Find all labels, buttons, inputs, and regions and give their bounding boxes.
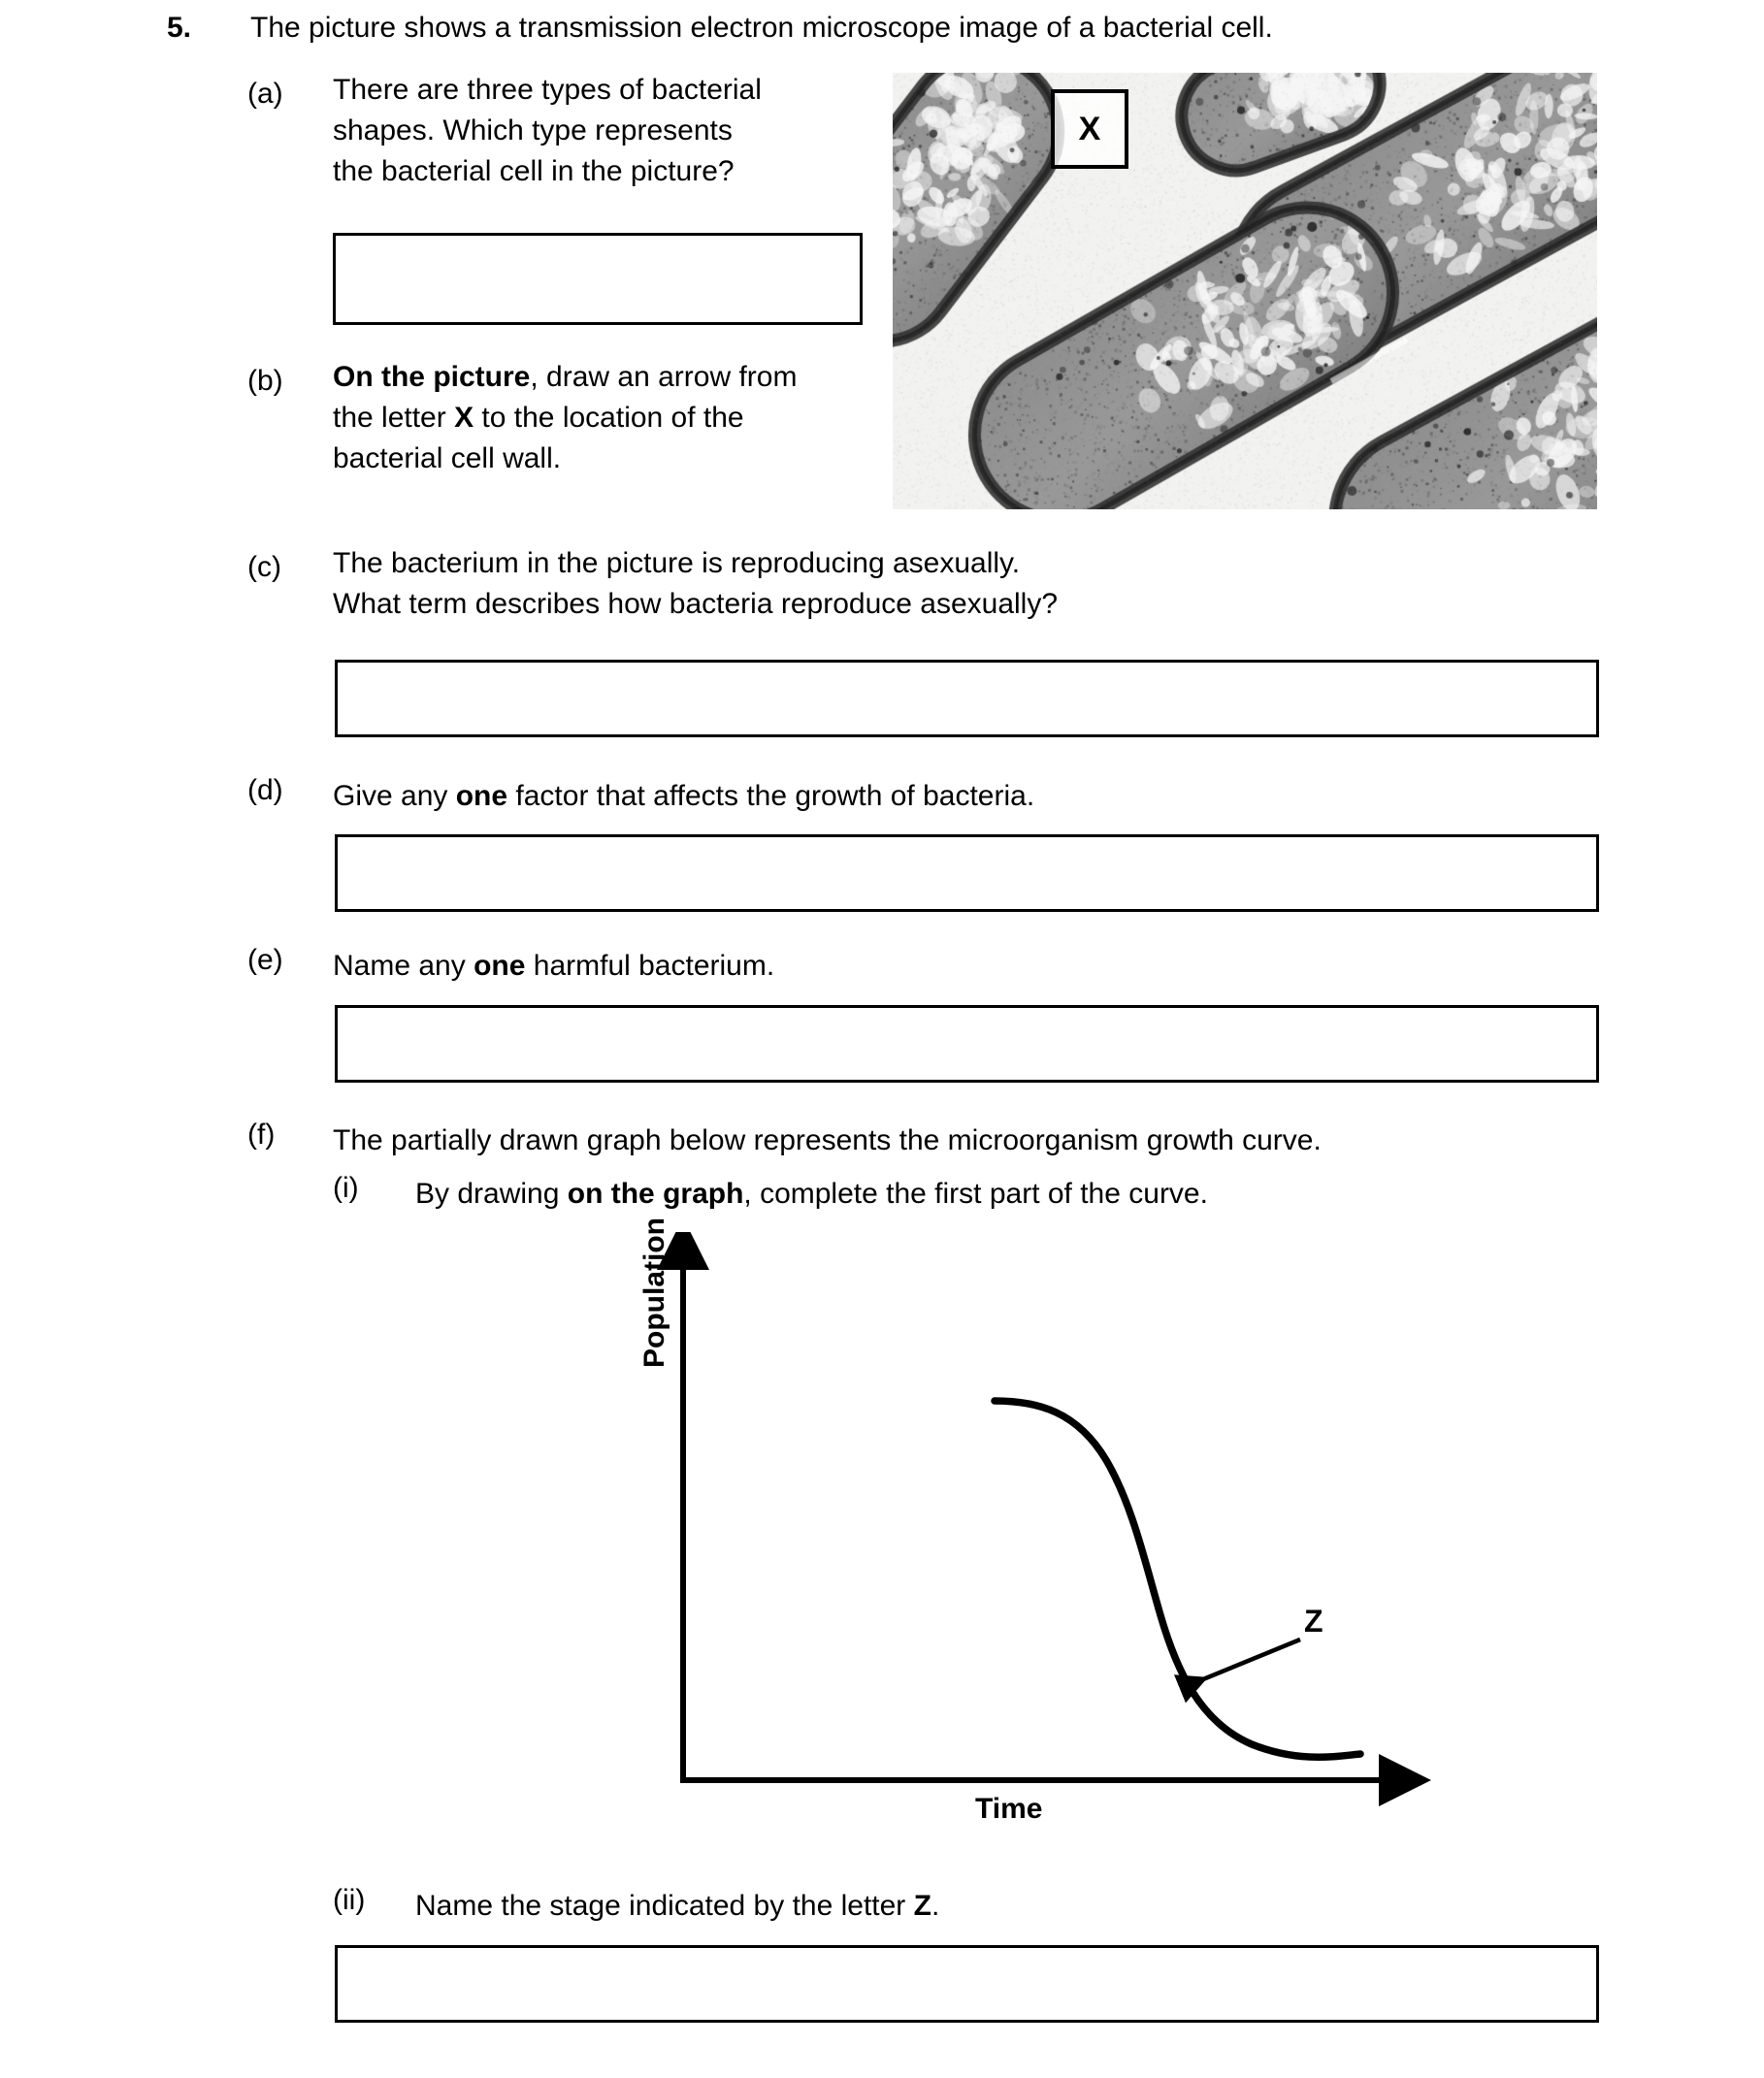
part-f-ii-label: (ii) [333, 1884, 366, 1916]
part-b-text [333, 357, 797, 479]
part-c-line1: The bacterium in the picture is reproducing asexually. [333, 547, 1021, 579]
label-x-text: X [1078, 111, 1101, 147]
part-b-line3: bacterial cell wall. [333, 442, 562, 474]
growth-curve-graph [621, 1218, 1436, 1834]
part-c-line2: What term describes how bacteria reproduce asexually? [333, 588, 1059, 620]
part-d-label: (d) [247, 774, 283, 806]
part-d-answer-box[interactable] [335, 834, 1599, 912]
part-b-line2-post: to the location of the [474, 402, 744, 434]
y-axis-label: Population [638, 1218, 670, 1368]
label-x-box [1051, 89, 1128, 169]
growth-curve-svg [621, 1232, 1436, 1834]
part-c-text [333, 543, 1058, 625]
part-f-ii-post: . [931, 1890, 940, 1922]
part-f-ii-text [415, 1886, 939, 1927]
part-a-line2: shapes. Which type represents [333, 114, 733, 146]
part-d-text [333, 776, 1034, 817]
z-leader-line [1182, 1640, 1300, 1688]
part-f-i-text [415, 1174, 1208, 1215]
part-e-label: (e) [247, 944, 283, 976]
part-f-i-bold: on the graph [567, 1178, 744, 1210]
part-f-i-post: , complete the first part of the curve. [743, 1178, 1208, 1210]
part-c-label: (c) [247, 551, 281, 583]
part-b-label: (b) [247, 365, 283, 397]
part-f-line1: The partially drawn graph below represents the microorganism growth curve. [333, 1124, 1322, 1156]
part-f-label: (f) [247, 1119, 276, 1151]
part-e-text [333, 946, 774, 987]
part-d-pre: Give any [333, 780, 456, 812]
question-number: 5. [167, 12, 192, 44]
part-b-line2-pre: the letter [333, 402, 455, 434]
part-d-bold: one [455, 780, 508, 812]
part-e-bold: one [474, 950, 526, 982]
part-b-line1-rest: , draw an arrow from [530, 361, 798, 393]
part-a-answer-box[interactable] [333, 233, 863, 325]
part-e-pre: Name any [333, 950, 474, 982]
curve-annotation-z: Z [1304, 1604, 1323, 1639]
part-f-ii-bold: Z [913, 1890, 931, 1922]
tem-bacteria-image [893, 73, 1597, 509]
x-axis-label: Time [975, 1793, 1043, 1825]
part-b-line1 [333, 357, 797, 398]
part-a-text [333, 70, 762, 192]
part-c-answer-box[interactable] [335, 660, 1599, 737]
part-b-line1-bold: On the picture [333, 361, 531, 393]
part-a-line1: There are three types of bacterial [333, 74, 762, 106]
part-a-line3: the bacterial cell in the picture? [333, 155, 735, 187]
part-f-i-label: (i) [333, 1172, 359, 1204]
question-stem: The picture shows a transmission electron microscope image of a bacterial cell. [250, 12, 1273, 44]
tem-canvas [893, 73, 1597, 509]
part-d-post: factor that affects the growth of bacteria. [507, 780, 1035, 812]
part-b-line2 [333, 398, 797, 438]
growth-curve-path [995, 1401, 1360, 1757]
part-f-i-pre: By drawing [415, 1178, 568, 1210]
part-f-ii-pre: Name the stage indicated by the letter [415, 1890, 914, 1922]
part-e-answer-box[interactable] [335, 1005, 1599, 1083]
part-b-line2-bold: X [454, 402, 474, 434]
part-e-post: harmful bacterium. [525, 950, 775, 982]
part-f-ii-answer-box[interactable] [335, 1945, 1599, 2023]
part-a-label: (a) [247, 78, 283, 110]
